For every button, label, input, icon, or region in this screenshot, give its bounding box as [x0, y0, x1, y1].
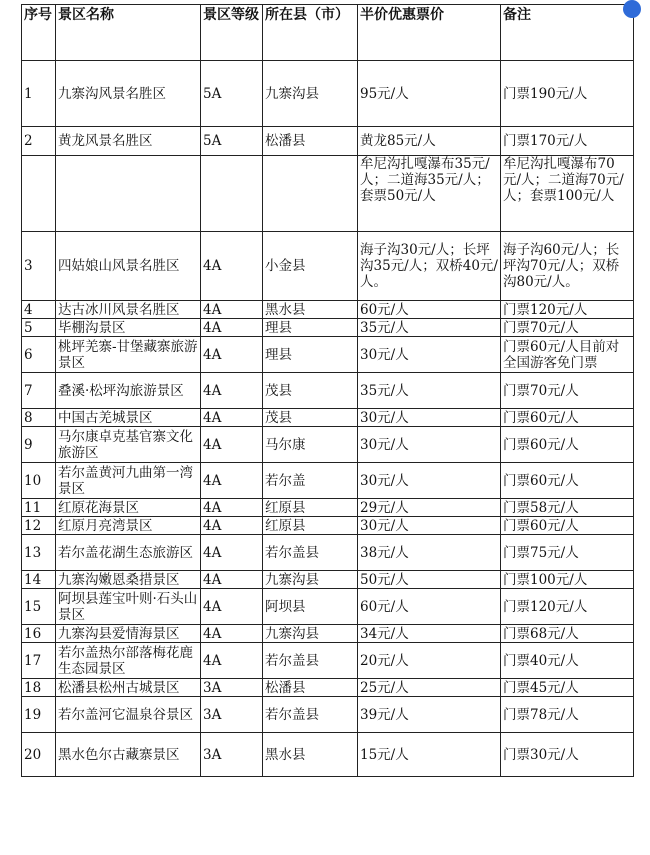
- cell-note: 门票68元/人: [501, 625, 634, 643]
- cell-note: 门票58元/人: [501, 499, 634, 517]
- cell-no: 20: [22, 733, 56, 777]
- cell-county: 红原县: [263, 517, 358, 535]
- cell-note: 门票60元/人: [501, 409, 634, 427]
- cell-no: 1: [22, 61, 56, 127]
- table-row: [22, 301, 634, 319]
- table-row: [22, 463, 634, 499]
- cell-note: 门票120元/人: [501, 301, 634, 319]
- cell-level: 4A: [201, 427, 263, 463]
- cell-no: 3: [22, 232, 56, 301]
- cell-county: 若尔盖县: [263, 697, 358, 733]
- table-row: [22, 517, 634, 535]
- cell-name: 九寨沟风景名胜区: [56, 61, 201, 127]
- cell-half-price: 30元/人: [358, 337, 501, 373]
- table-row: [22, 61, 634, 127]
- cell-no: 7: [22, 373, 56, 409]
- table-body: [22, 61, 634, 777]
- cell-no: 5: [22, 319, 56, 337]
- cell-no: 17: [22, 643, 56, 679]
- cell-county: 若尔盖县: [263, 535, 358, 571]
- cell-name: 若尔盖花湖生态旅游区: [56, 535, 201, 571]
- cell-note: 门票60元/人: [501, 427, 634, 463]
- cell-name: 若尔盖热尔部落梅花鹿生态园景区: [56, 643, 201, 679]
- table-row: [22, 679, 634, 697]
- cell-county: 九寨沟县: [263, 571, 358, 589]
- cell-half-price: 30元/人: [358, 409, 501, 427]
- header-county: 所在县（市）: [263, 5, 358, 61]
- cell-no: 4: [22, 301, 56, 319]
- cell-half-price: 海子沟30元/人；长坪沟35元/人；双桥40元/人。: [358, 232, 501, 301]
- cell-no: 14: [22, 571, 56, 589]
- cell-no: 9: [22, 427, 56, 463]
- cell-county: 黑水县: [263, 733, 358, 777]
- cell-name: 红原月亮湾景区: [56, 517, 201, 535]
- header-row: [22, 5, 634, 61]
- cell-name: 四姑娘山风景名胜区: [56, 232, 201, 301]
- cell-name: 叠溪·松坪沟旅游景区: [56, 373, 201, 409]
- cell-county: 红原县: [263, 499, 358, 517]
- cell-name: 九寨沟嫩恩桑措景区: [56, 571, 201, 589]
- cell-no: 10: [22, 463, 56, 499]
- cell-county: 九寨沟县: [263, 61, 358, 127]
- cell-county: 松潘县: [263, 127, 358, 156]
- cell-level: 4A: [201, 373, 263, 409]
- cell-no: 18: [22, 679, 56, 697]
- cell-half-price: 30元/人: [358, 463, 501, 499]
- cell-note: 门票30元/人: [501, 733, 634, 777]
- cell-half-price: 20元/人: [358, 643, 501, 679]
- cell-half-price: 60元/人: [358, 301, 501, 319]
- cell-county: 小金县: [263, 232, 358, 301]
- table-row: [22, 733, 634, 777]
- table-row: [22, 156, 634, 232]
- table-row: [22, 499, 634, 517]
- cell-note: 门票120元/人: [501, 589, 634, 625]
- cell-name: 红原花海景区: [56, 499, 201, 517]
- cell-note: 门票60元/人: [501, 463, 634, 499]
- cell-level: 4A: [201, 463, 263, 499]
- cell-level: 3A: [201, 679, 263, 697]
- cell-name: 毕棚沟景区: [56, 319, 201, 337]
- table-row: [22, 643, 634, 679]
- scenic-spot-price-table: [21, 4, 634, 777]
- cell-level: 4A: [201, 589, 263, 625]
- cell-note: 门票70元/人: [501, 319, 634, 337]
- cell-note: 牟尼沟扎嘎瀑布70元/人；二道海70元/人；套票100元/人: [501, 156, 634, 232]
- cell-county: 茂县: [263, 409, 358, 427]
- cell-level: 4A: [201, 319, 263, 337]
- table-row: [22, 337, 634, 373]
- cell-half-price: 15元/人: [358, 733, 501, 777]
- cell-half-price: 34元/人: [358, 625, 501, 643]
- cell-name: 黄龙风景名胜区: [56, 127, 201, 156]
- cell-level: 5A: [201, 61, 263, 127]
- cell-no: 13: [22, 535, 56, 571]
- cell-name: 中国古羌城景区: [56, 409, 201, 427]
- cell-level: 5A: [201, 127, 263, 156]
- cell-note: 门票45元/人: [501, 679, 634, 697]
- cell-name: 达古冰川风景名胜区: [56, 301, 201, 319]
- cell-county: 松潘县: [263, 679, 358, 697]
- cell-level: 4A: [201, 625, 263, 643]
- cell-county: 阿坝县: [263, 589, 358, 625]
- cell-name: 阿坝县莲宝叶则·石头山景区: [56, 589, 201, 625]
- cell-name: 松潘县松州古城景区: [56, 679, 201, 697]
- cell-name: 若尔盖河它温泉谷景区: [56, 697, 201, 733]
- cell-half-price: 牟尼沟扎嘎瀑布35元/人；二道海35元/人；套票50元/人: [358, 156, 501, 232]
- cell-half-price: 39元/人: [358, 697, 501, 733]
- cell-level: 4A: [201, 499, 263, 517]
- cell-name: 马尔康卓克基官寨文化旅游区: [56, 427, 201, 463]
- cell-no: 2: [22, 127, 56, 156]
- cell-name: [56, 156, 201, 232]
- cell-note: 门票100元/人: [501, 571, 634, 589]
- cell-note: 门票60元/人目前对全国游客免门票: [501, 337, 634, 373]
- header-level: 景区等级: [201, 5, 263, 61]
- cell-county: 黑水县: [263, 301, 358, 319]
- cell-name: 桃坪羌寨-甘堡藏寨旅游景区: [56, 337, 201, 373]
- cell-half-price: 30元/人: [358, 427, 501, 463]
- cell-note: 门票70元/人: [501, 373, 634, 409]
- cell-level: 4A: [201, 535, 263, 571]
- cell-half-price: 38元/人: [358, 535, 501, 571]
- table-row: [22, 697, 634, 733]
- cell-half-price: 95元/人: [358, 61, 501, 127]
- cell-county: 若尔盖县: [263, 643, 358, 679]
- cell-no: 8: [22, 409, 56, 427]
- table-row: [22, 409, 634, 427]
- cell-level: 4A: [201, 409, 263, 427]
- cell-no: 16: [22, 625, 56, 643]
- cell-half-price: 25元/人: [358, 679, 501, 697]
- table-row: [22, 232, 634, 301]
- floating-button[interactable]: [623, 0, 641, 18]
- cell-note: 门票40元/人: [501, 643, 634, 679]
- cell-level: 3A: [201, 697, 263, 733]
- cell-no: 6: [22, 337, 56, 373]
- cell-county: 若尔盖: [263, 463, 358, 499]
- table-row: [22, 427, 634, 463]
- table-row: [22, 535, 634, 571]
- cell-level: 4A: [201, 232, 263, 301]
- cell-note: 门票60元/人: [501, 517, 634, 535]
- table-row: [22, 589, 634, 625]
- cell-note: 门票78元/人: [501, 697, 634, 733]
- cell-no: 19: [22, 697, 56, 733]
- cell-level: 3A: [201, 733, 263, 777]
- cell-county: [263, 156, 358, 232]
- cell-level: 4A: [201, 301, 263, 319]
- cell-name: 若尔盖黄河九曲第一湾景区: [56, 463, 201, 499]
- cell-no: 15: [22, 589, 56, 625]
- table-row: [22, 625, 634, 643]
- header-note: 备注: [501, 5, 634, 61]
- cell-half-price: 30元/人: [358, 517, 501, 535]
- cell-level: [201, 156, 263, 232]
- cell-level: 4A: [201, 643, 263, 679]
- table-row: [22, 571, 634, 589]
- cell-no: 12: [22, 517, 56, 535]
- cell-name: 九寨沟县爱情海景区: [56, 625, 201, 643]
- cell-note: 门票75元/人: [501, 535, 634, 571]
- cell-level: 4A: [201, 517, 263, 535]
- cell-no: [22, 156, 56, 232]
- cell-county: 理县: [263, 337, 358, 373]
- cell-county: 理县: [263, 319, 358, 337]
- table-row: [22, 373, 634, 409]
- cell-half-price: 50元/人: [358, 571, 501, 589]
- cell-half-price: 黄龙85元/人: [358, 127, 501, 156]
- header-name: 景区名称: [56, 5, 201, 61]
- cell-half-price: 60元/人: [358, 589, 501, 625]
- table-row: [22, 319, 634, 337]
- cell-half-price: 29元/人: [358, 499, 501, 517]
- cell-no: 11: [22, 499, 56, 517]
- cell-level: 4A: [201, 337, 263, 373]
- header-no: 序号: [22, 5, 56, 61]
- cell-note: 门票170元/人: [501, 127, 634, 156]
- cell-name: 黑水色尔古藏寨景区: [56, 733, 201, 777]
- table-row: [22, 127, 634, 156]
- cell-note: 门票190元/人: [501, 61, 634, 127]
- cell-county: 马尔康: [263, 427, 358, 463]
- cell-level: 4A: [201, 571, 263, 589]
- cell-half-price: 35元/人: [358, 319, 501, 337]
- header-half-price: 半价优惠票价: [358, 5, 501, 61]
- cell-county: 九寨沟县: [263, 625, 358, 643]
- cell-half-price: 35元/人: [358, 373, 501, 409]
- cell-county: 茂县: [263, 373, 358, 409]
- cell-note: 海子沟60元/人；长坪沟70元/人；双桥沟80元/人。: [501, 232, 634, 301]
